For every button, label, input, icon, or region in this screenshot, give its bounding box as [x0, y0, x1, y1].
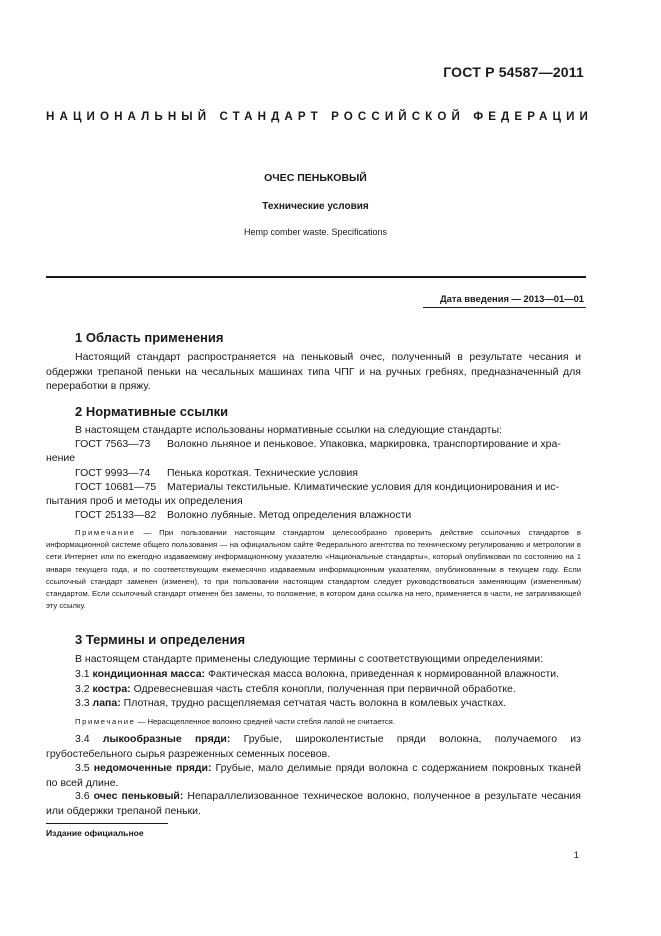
note-label: Примечание [75, 717, 136, 726]
term-definition: Плотная, трудно расщепляемая сетчатая часть волокна в комлевых участках. [123, 697, 507, 709]
term-definition: Фактическая масса волокна, приведенная к нормированной влажности. [207, 668, 560, 680]
reference-continuation: нение [46, 452, 76, 464]
reference-line [75, 481, 559, 493]
date-underline [423, 307, 586, 308]
section-2-note [46, 527, 581, 612]
section-2-heading: 2 Нормативные ссылки [75, 404, 229, 419]
term-number: 3.3 [75, 697, 90, 709]
reference-code: ГОСТ 9993—74 [75, 467, 151, 479]
term-definition: Непараллелизованное техническое волокно, полученное в результате чесания или обдержки трепаной пеньки. [46, 790, 581, 817]
section-3-note [75, 716, 581, 728]
reference-continuation: пытания проб и методы их определения [46, 495, 243, 507]
title-divider [46, 276, 586, 278]
term-entry [75, 668, 581, 680]
term-name: недомоченные пряди: [93, 762, 212, 774]
reference-text: Материалы текстильные. Климатические условия для кондиционирования и ис- [167, 481, 560, 493]
national-standard-heading: НАЦИОНАЛЬНЫЙ СТАНДАРТ РОССИЙСКОЙ ФЕДЕРАЦИИ [46, 110, 593, 123]
section-3-heading: 3 Термины и определения [75, 632, 246, 647]
term-definition: Грубые, мало делимые пряди волокна с содержанием покровных тканей по всей длине. [46, 762, 581, 789]
note-text: — При пользовании настоящим стандартом целесообразно проверить действие ссылочных стандартов в информационной системе общего пользования — на официальном сайте Федерального агентства по техническому регулированию и метрологии в сети Интернет или по ежегодно издаваемому информационному указателю «Национальные стандарты», который опубликован по состоянию на 1 января текущего года, и по соответствующим ежемесячно издаваемым информационным указателям, опубликованным в текущем году. Если ссылочный стандарт заменен (изменен), то при пользовании настоящим стандартом следует руководствоваться заменяющим (измененным) стандартом. Если ссылочный стандарт отменен без замены, то положение, в котором дана ссылка на него, применяется в части, не затрагивающей эту ссылку. [46, 528, 581, 611]
english-title: Hemp comber waste. Specifications [243, 227, 388, 237]
document-subtitle: Технические условия [262, 201, 369, 212]
introduction-date: Дата введения — 2013—01—01 [439, 293, 584, 304]
term-name: очес пеньковый: [93, 790, 184, 802]
term-name: лыкообразные пряди: [102, 733, 231, 745]
note-label: Примечание [75, 528, 136, 537]
reference-code: ГОСТ 10681—75 [75, 481, 157, 493]
term-number: 3.6 [75, 790, 90, 802]
reference-line [75, 509, 411, 521]
term-number: 3.2 [75, 683, 90, 695]
page-number: 1 [573, 850, 579, 861]
term-entry [75, 697, 581, 709]
term-name: костра: [92, 683, 131, 695]
footer-divider [46, 823, 168, 824]
document-title: ОЧЕС ПЕНЬКОВЫЙ [264, 172, 367, 184]
term-entry [75, 683, 581, 695]
term-number: 3.1 [75, 668, 90, 680]
term-name: лапа: [92, 697, 121, 709]
reference-code: ГОСТ 25133—82 [75, 509, 157, 521]
reference-text: Волокно льняное и пеньковое. Упаковка, маркировка, транспортирование и хра- [167, 438, 561, 450]
reference-text: Волокно лубяные. Метод определения влажности [167, 509, 412, 521]
term-entry [46, 789, 581, 818]
note-text: — Нерасщепленное волокно средней части стебля лапой не считается. [137, 717, 395, 726]
edition-label: Издание официальное [46, 828, 144, 838]
term-name: кондиционная масса: [92, 668, 206, 680]
section-1-heading: 1 Область применения [75, 330, 224, 345]
term-entry [46, 732, 581, 761]
term-number: 3.5 [75, 762, 90, 774]
reference-text: Пенька короткая. Технические условия [167, 467, 358, 479]
reference-code: ГОСТ 7563—73 [75, 438, 151, 450]
term-entry [46, 761, 581, 790]
section-3-intro: В настоящем стандарте применены следующие термины с соответствующими определениями: [75, 653, 544, 665]
standard-number: ГОСТ Р 54587—2011 [443, 64, 584, 80]
term-number: 3.4 [75, 733, 90, 745]
reference-line [75, 467, 358, 479]
section-2-intro: В настоящем стандарте использованы нормативные ссылки на следующие стандарты: [75, 424, 502, 436]
term-definition: Грубые, широколентистые пряди волокна, получаемого из грубостебельного сырья разреженных семенных посевов. [46, 733, 581, 760]
term-definition: Одревесневшая часть стебля конопли, полученная при первичной обработке. [133, 683, 516, 695]
section-1-text: Настоящий стандарт распространяется на пеньковый очес, полученный в результате чесания и обдержки трепаной пеньки на чесальных машинах типа ЧПГ и на ручных гребнях, предназначенный для переработки в пряжу. [46, 351, 581, 393]
reference-line [75, 438, 561, 450]
